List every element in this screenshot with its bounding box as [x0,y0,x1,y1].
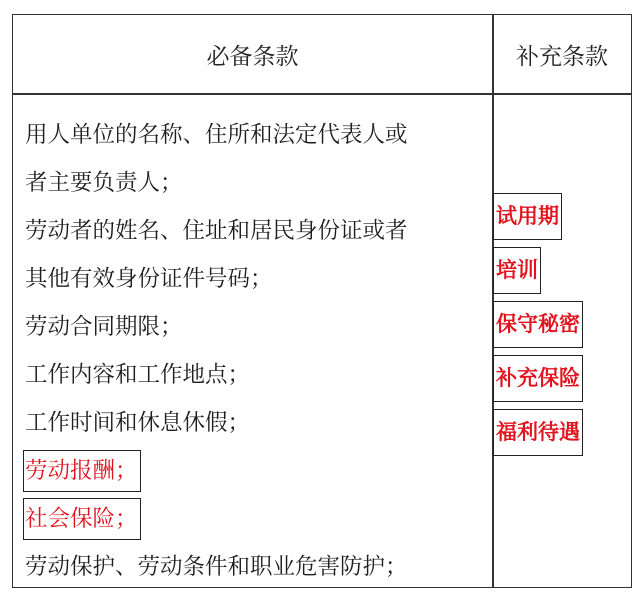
required-clause-text: 劳动合同期限； [25,314,183,340]
supplementary-clause-welfare: 福利待遇 [493,409,583,456]
required-clause-line [25,351,485,399]
required-clause-text: 劳动保护、劳动条件和职业危害防护； [25,554,408,580]
required-clauses-list [25,111,485,591]
required-clause-text: 工作内容和工作地点； [25,362,251,388]
required-clause-text: 其他有效身份证件号码； [25,266,273,292]
highlighted-clause-remuneration: 劳动报酬； [23,450,141,492]
supplementary-clause-probation: 试用期 [493,193,562,240]
header-divider [13,93,631,95]
highlighted-clause-social-insurance: 社会保险； [23,498,141,540]
required-clause-line [25,159,485,207]
required-clause-line [25,399,485,447]
required-clause-text: 者主要负责人； [25,170,183,196]
required-clause-line [25,303,485,351]
required-clause-text: 劳动者的姓名、住址和居民身份证或者 [25,218,408,244]
supplementary-clauses-list [493,193,613,463]
required-clause-line [25,543,485,591]
required-clause-line [25,495,485,543]
supplementary-clauses-header: 补充条款 [516,43,608,70]
required-clause-text: 工作时间和休息休假； [25,410,251,436]
required-clauses-header: 必备条款 [206,43,299,70]
required-clause-line [25,447,485,495]
required-clause-line [25,255,485,303]
required-clause-text: 用人单位的名称、住所和法定代表人或 [25,122,408,148]
supplementary-clause-supplementary-insurance: 补充保险 [493,355,583,402]
supplementary-clause-training: 培训 [493,247,541,294]
required-clause-line [25,111,485,159]
supplementary-clause-confidentiality: 保守秘密 [493,301,583,348]
required-clause-line [25,207,485,255]
